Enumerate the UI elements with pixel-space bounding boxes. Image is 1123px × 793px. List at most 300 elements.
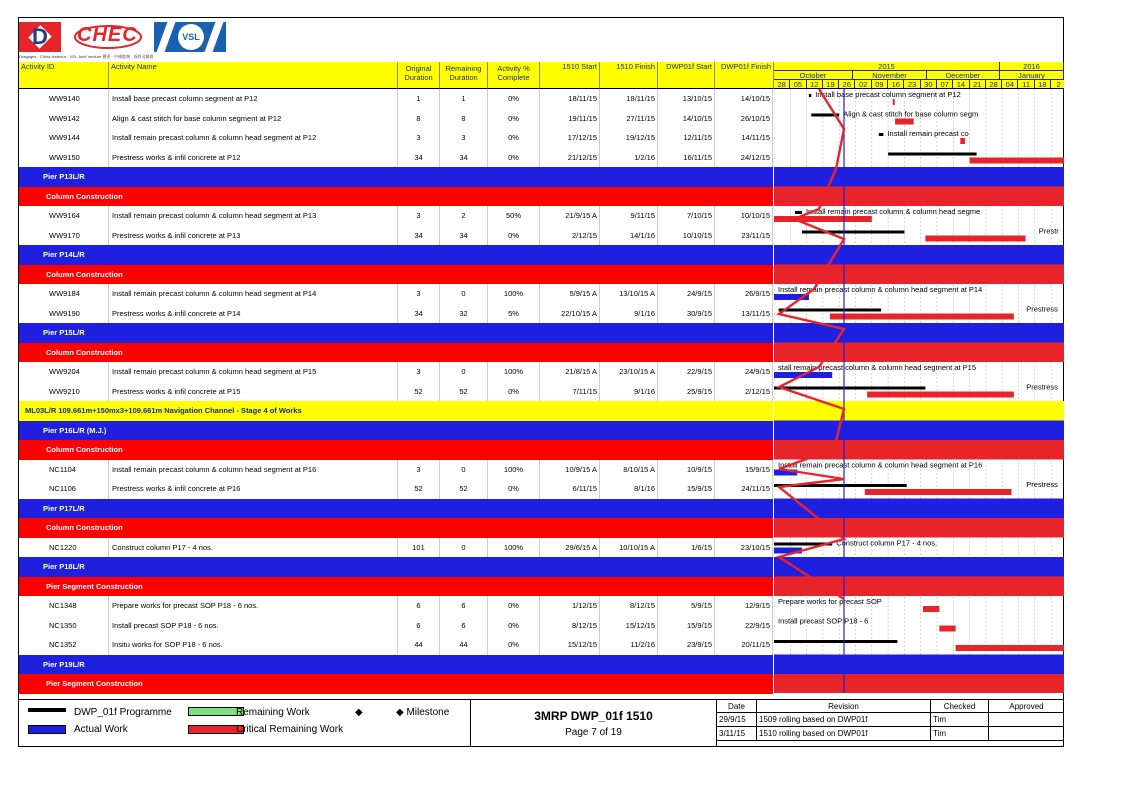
- cell-name: Install precast SOP P18 - 6 nos.: [109, 616, 398, 636]
- cell-pct: 100%: [488, 284, 540, 304]
- cell-s2: 10/10/15: [658, 226, 715, 246]
- chec-logo: CHEC: [73, 24, 143, 50]
- revision-table: [717, 700, 1064, 747]
- cell-pct: 0%: [488, 479, 540, 499]
- cell-s1: 5/9/15 A: [540, 284, 600, 304]
- cell-f1: 11/2/16: [600, 635, 658, 655]
- cell-f1: 10/10/15 A: [600, 538, 658, 558]
- cell-pct: 5%: [488, 304, 540, 324]
- week-label: 30: [921, 80, 937, 89]
- table-row[interactable]: [19, 284, 773, 305]
- cell-id: NC1352: [19, 635, 109, 655]
- cell-rd: 32: [440, 304, 488, 324]
- table-row[interactable]: [19, 596, 773, 617]
- table-row[interactable]: [19, 206, 773, 227]
- cell-s2: 15/9/15: [658, 616, 715, 636]
- cell-s2: 15/9/15: [658, 479, 715, 499]
- month-january: January: [1000, 71, 1064, 80]
- week-label: 11: [1019, 80, 1035, 89]
- wbs-band: [774, 557, 1064, 577]
- cell-s1: 1/12/15: [540, 596, 600, 616]
- wbs-label: Column Construction: [46, 523, 123, 532]
- dwp-bar: [795, 211, 802, 214]
- col-header-activity-id[interactable]: Activity ID: [19, 62, 109, 89]
- bar-label: Install remain precast co: [887, 129, 969, 138]
- wbs-subgroup-row[interactable]: [19, 187, 773, 207]
- cell-pct: 0%: [488, 382, 540, 402]
- bar-label: Prestress: [1026, 382, 1058, 392]
- cell-od: 3: [398, 206, 440, 226]
- cell-s2: 14/10/15: [658, 109, 715, 129]
- week-label: 04: [1002, 80, 1018, 89]
- rev-row-1-checked: Tim: [931, 713, 989, 727]
- cell-od: 52: [398, 382, 440, 402]
- cell-pct: 0%: [488, 128, 540, 148]
- cell-id: WW9140: [19, 89, 109, 109]
- cell-rd: 2: [440, 206, 488, 226]
- cell-rd: 44: [440, 635, 488, 655]
- week-label: 2: [1051, 80, 1064, 89]
- critical-bar: [895, 119, 914, 125]
- dwp-bar: [779, 309, 881, 312]
- col-header-1510-finish[interactable]: 1510 Finish: [600, 62, 658, 89]
- cell-name: Prestress works & infil concrete at P15: [109, 382, 398, 402]
- table-row[interactable]: [19, 89, 773, 110]
- week-label: 26: [839, 80, 855, 89]
- rev-row-1-date: 29/9/15: [717, 713, 757, 727]
- wbs-band: [774, 518, 1064, 538]
- cell-f2: 26/9/15: [715, 284, 773, 304]
- cell-od: 6: [398, 596, 440, 616]
- cell-rd: 3: [440, 128, 488, 148]
- table-row[interactable]: [19, 460, 773, 481]
- cell-id: WW9184: [19, 284, 109, 304]
- wbs-label: Column Construction: [46, 269, 123, 279]
- wbs-group-row[interactable]: [19, 245, 773, 265]
- legend-top-rule: [18, 699, 1064, 700]
- wbs-label: Column Construction: [46, 191, 123, 201]
- cell-name: Install remain precast column & column head segment at P13: [109, 206, 398, 226]
- cell-s1: 10/9/15 A: [540, 460, 600, 480]
- cell-od: 1: [398, 89, 440, 109]
- gantt-chart: [774, 89, 1064, 693]
- wbs-band: [774, 655, 1064, 675]
- cell-f1: 8/10/15 A: [600, 460, 658, 480]
- critical-work-label: Critical Remaining Work: [236, 724, 344, 735]
- cell-s1: 2/12/15: [540, 226, 600, 246]
- dwp-bar: [888, 153, 976, 156]
- table-row[interactable]: [19, 128, 773, 149]
- cell-rd: 6: [440, 596, 488, 616]
- cell-od: 34: [398, 148, 440, 168]
- wbs-label: Pier P16L/R (M.J.): [43, 425, 107, 435]
- cell-s1: 21/9/15 A: [540, 206, 600, 226]
- cell-f2: 26/10/15: [715, 109, 773, 129]
- rev-row-2-approved: [989, 727, 1064, 741]
- cell-rd: 0: [440, 362, 488, 382]
- col-header-activity-complete[interactable]: Activity % Complete: [488, 62, 540, 89]
- cell-od: 8: [398, 109, 440, 129]
- wbs-group-row[interactable]: [19, 167, 773, 187]
- actual-work-swatch: [28, 725, 66, 734]
- cell-name: Prestress works & infil concrete at P16: [109, 479, 398, 499]
- rev-row-2-date: 3/11/15: [717, 727, 757, 741]
- week-label: 14: [953, 80, 969, 89]
- cell-f1: 9/11/15: [600, 206, 658, 226]
- cell-f2: 14/10/15: [715, 89, 773, 109]
- cell-s1: 21/12/15: [540, 148, 600, 168]
- cell-od: 34: [398, 304, 440, 324]
- cell-name: Install remain precast column & column head segment at P16: [109, 460, 398, 480]
- cell-id: WW9142: [19, 109, 109, 129]
- wbs-label: Column Construction: [46, 347, 123, 357]
- bar-label: Prestress: [1026, 304, 1058, 314]
- cell-f2: 13/11/15: [715, 304, 773, 324]
- timeline-header: [774, 62, 1064, 89]
- cell-id: NC1220: [19, 538, 109, 558]
- cell-f2: 20/11/15: [715, 635, 773, 655]
- critical-bar: [774, 216, 872, 222]
- table-row[interactable]: [19, 304, 773, 325]
- cell-pct: 0%: [488, 635, 540, 655]
- cell-f2: 14/11/15: [715, 128, 773, 148]
- cell-name: Align & cast stitch for base column segment at P12: [109, 109, 398, 129]
- cell-s2: 30/9/15: [658, 304, 715, 324]
- cell-s2: 24/9/15: [658, 284, 715, 304]
- cell-f2: 22/9/15: [715, 616, 773, 636]
- critical-bar: [865, 489, 1012, 495]
- cell-pct: 50%: [488, 206, 540, 226]
- week-label: 02: [856, 80, 872, 89]
- wbs-label: Pier P14L/R: [43, 250, 85, 259]
- week-label: 19: [823, 80, 839, 89]
- wbs-label: ML03L/R 109.661m+150mx3+109.661m Navigation Channel - Stage 4 of Works: [25, 406, 302, 415]
- wbs-band: [774, 245, 1064, 265]
- wbs-label: Pier Segment Construction: [46, 679, 143, 688]
- actual-work-label: Actual Work: [74, 724, 128, 735]
- rev-header-revision: Revision: [757, 700, 931, 713]
- cell-pct: 100%: [488, 362, 540, 382]
- cell-f1: 9/1/16: [600, 304, 658, 324]
- cell-f1: 19/12/15: [600, 128, 658, 148]
- cell-od: 3: [398, 460, 440, 480]
- dwp-programme-label: DWP_01f Programme: [74, 707, 172, 718]
- critical-bar: [893, 99, 895, 105]
- cell-name: Prepare works for precast SOP P18 - 6 nos.: [109, 596, 398, 616]
- cell-od: 3: [398, 284, 440, 304]
- cell-s2: 7/10/15: [658, 206, 715, 226]
- wbs-group-row[interactable]: [19, 655, 773, 675]
- rev-header-approved: Approved: [989, 700, 1064, 713]
- table-row[interactable]: [19, 362, 773, 383]
- cell-s1: 15/12/15: [540, 635, 600, 655]
- cell-f1: 23/10/15 A: [600, 362, 658, 382]
- milestone-label: ◆ Milestone: [396, 707, 450, 718]
- wbs-label: Pier P17L/R: [43, 503, 85, 513]
- month-november: November: [853, 71, 927, 80]
- cell-id: NC1104: [19, 460, 109, 480]
- cell-f1: 27/11/15: [600, 109, 658, 129]
- wbs-label: Column Construction: [46, 445, 123, 454]
- cell-s2: 5/9/15: [658, 596, 715, 616]
- cell-s1: 19/11/15: [540, 109, 600, 129]
- cell-id: WW9190: [19, 304, 109, 324]
- cell-rd: 1: [440, 89, 488, 109]
- cell-rd: 6: [440, 616, 488, 636]
- cell-name: Prestress works & infil concrete at P14: [109, 304, 398, 324]
- cell-f1: 8/12/15: [600, 596, 658, 616]
- dwp-bar: [809, 94, 811, 97]
- cell-rd: 34: [440, 226, 488, 246]
- wbs-label: Pier P13L/R: [43, 172, 85, 181]
- bar-label: stall remain precast column & column head segment at P15: [778, 363, 977, 372]
- cell-f1: 15/12/15: [600, 616, 658, 636]
- cell-f1: 18/11/15: [600, 89, 658, 109]
- week-label: 05: [790, 80, 806, 89]
- month-october: October: [774, 71, 853, 80]
- bar-label: Install base precast column segment at P12: [815, 90, 961, 99]
- wbs-band: [774, 167, 1064, 187]
- critical-bar: [939, 626, 955, 632]
- cell-s2: 13/10/15: [658, 89, 715, 109]
- critical-bar: [960, 138, 965, 144]
- col-header-remaining-duration[interactable]: Remaining Duration: [440, 62, 488, 89]
- milestone-icon: ◆: [355, 707, 363, 718]
- cell-od: 44: [398, 635, 440, 655]
- bar-label: Construct column P17 - 4 nos.: [836, 538, 938, 548]
- cell-id: WW9204: [19, 362, 109, 382]
- wbs-band: [774, 421, 1064, 441]
- table-row[interactable]: [19, 226, 773, 247]
- rev-row-2-checked: Tim: [931, 727, 989, 741]
- vsl-logo: VSL: [154, 22, 226, 52]
- cell-rd: 8: [440, 109, 488, 129]
- critical-bar: [923, 606, 939, 612]
- wbs-band: [774, 187, 1064, 207]
- remaining-work-label: Remaining Work: [236, 707, 310, 718]
- cell-f2: 2/12/15: [715, 382, 773, 402]
- wbs-band: [774, 401, 1064, 421]
- cell-name: Insitu works for SOP P18 - 6 nos.: [109, 635, 398, 655]
- week-label: 16: [888, 80, 904, 89]
- cell-name: Install remain precast column & column head segment at P15: [109, 362, 398, 382]
- bar-label: Install remain precast column & column head segment at P16: [778, 460, 983, 470]
- cell-f2: 24/12/15: [715, 148, 773, 168]
- bar-label: Prepare works for precast SOP: [778, 597, 882, 606]
- cell-name: Install remain precast column & column head segment at P14: [109, 284, 398, 304]
- month-december: December: [927, 71, 1000, 80]
- rev-header-checked: Checked: [931, 700, 989, 713]
- cell-pct: 0%: [488, 89, 540, 109]
- cell-rd: 0: [440, 284, 488, 304]
- cell-s2: 12/11/15: [658, 128, 715, 148]
- wbs-band: [774, 323, 1064, 343]
- bar-label: Install remain precast column & column head segme: [805, 207, 981, 216]
- cell-s1: 6/11/15: [540, 479, 600, 499]
- wbs-subgroup-row[interactable]: [19, 440, 773, 460]
- week-label: 09: [872, 80, 888, 89]
- wbs-label: Pier P19L/R: [43, 659, 85, 669]
- critical-bar: [956, 645, 1064, 651]
- cell-pct: 0%: [488, 616, 540, 636]
- document-title: 3MRP DWP_01f 1510: [534, 709, 653, 723]
- cell-f2: 23/11/15: [715, 226, 773, 246]
- cell-od: 3: [398, 362, 440, 382]
- wbs-subgroup-row[interactable]: [19, 518, 773, 538]
- col-header-dwp-start[interactable]: DWP01f Start: [658, 62, 715, 89]
- wbs-label: Pier Segment Construction: [46, 581, 143, 591]
- cell-od: 52: [398, 479, 440, 499]
- table-row[interactable]: [19, 148, 773, 169]
- cell-name: Construct column P17 - 4 nos.: [109, 538, 398, 558]
- wbs-subgroup-row[interactable]: [19, 265, 773, 285]
- col-header-dwp-finish[interactable]: DWP01f Finish: [715, 62, 774, 89]
- cell-id: WW9144: [19, 128, 109, 148]
- wbs-label: Pier P18L/R: [43, 562, 85, 571]
- wbs-group-row[interactable]: [19, 401, 773, 421]
- col-header-1510-start[interactable]: 1510 Start: [540, 62, 600, 89]
- cell-od: 3: [398, 128, 440, 148]
- critical-bar: [830, 314, 1014, 320]
- cell-f1: 8/1/16: [600, 479, 658, 499]
- cell-f2: 24/9/15: [715, 362, 773, 382]
- table-row[interactable]: [19, 635, 773, 656]
- wbs-band: [774, 343, 1064, 363]
- cell-id: WW9170: [19, 226, 109, 246]
- cell-rd: 0: [440, 538, 488, 558]
- year-2015: 2015: [774, 62, 1000, 71]
- wbs-group-row[interactable]: [19, 499, 773, 519]
- cell-od: 6: [398, 616, 440, 636]
- cell-s2: 25/9/15: [658, 382, 715, 402]
- legend-area: [18, 700, 1064, 747]
- dwp-bar: [774, 387, 925, 390]
- bar-label: Align & cast stitch for base column segm: [843, 109, 979, 119]
- cell-s1: 29/6/15 A: [540, 538, 600, 558]
- cell-rd: 52: [440, 479, 488, 499]
- wbs-band: [774, 674, 1064, 693]
- cell-s1: 17/12/15: [540, 128, 600, 148]
- wbs-label: Pier P15L/R: [43, 328, 85, 337]
- cell-f2: 23/10/15: [715, 538, 773, 558]
- cell-s2: 23/9/15: [658, 635, 715, 655]
- page-number: Page 7 of 19: [565, 727, 622, 738]
- cell-id: WW9150: [19, 148, 109, 168]
- wbs-subgroup-row[interactable]: [19, 343, 773, 363]
- cell-f1: 14/1/16: [600, 226, 658, 246]
- cell-f2: 12/9/15: [715, 596, 773, 616]
- week-label: 28: [774, 80, 790, 89]
- table-row[interactable]: [19, 616, 773, 637]
- cell-pct: 100%: [488, 460, 540, 480]
- cell-pct: 0%: [488, 109, 540, 129]
- col-header-original-duration[interactable]: Original Duration: [398, 62, 440, 89]
- week-label: 28: [986, 80, 1002, 89]
- wbs-band: [774, 499, 1064, 519]
- col-header-activity-name[interactable]: Activity Name: [109, 62, 398, 89]
- cell-id: NC1348: [19, 596, 109, 616]
- cell-s1: 22/10/15 A: [540, 304, 600, 324]
- critical-bar: [867, 392, 1014, 398]
- bar-label: Prestress: [1026, 480, 1058, 489]
- week-label: 23: [904, 80, 920, 89]
- rev-row-2-revision: 1510 rolling based on DWP01f: [757, 727, 931, 741]
- joint-venture-text: Dragages · China Harbour · VSL Joint Venture 寶嘉 · 中國港灣 · 威胜司聯營: [19, 54, 154, 59]
- cell-id: WW9210: [19, 382, 109, 402]
- table-row[interactable]: [19, 479, 773, 500]
- cell-f2: 24/11/15: [715, 479, 773, 499]
- cell-name: Prestress works & infil concrete at P13: [109, 226, 398, 246]
- cell-s1: 18/11/15: [540, 89, 600, 109]
- rev-row-1-approved: [989, 713, 1064, 727]
- dwp-programme-swatch: [28, 708, 66, 712]
- wbs-group-row[interactable]: [19, 421, 773, 441]
- wbs-band: [774, 577, 1064, 597]
- cell-name: Install remain precast column & column head segment at P12: [109, 128, 398, 148]
- cell-rd: 52: [440, 382, 488, 402]
- wbs-group-row[interactable]: [19, 323, 773, 343]
- title-block: [470, 700, 717, 747]
- wbs-subgroup-row[interactable]: [19, 577, 773, 597]
- wbs-group-row[interactable]: [19, 557, 773, 577]
- wbs-band: [774, 440, 1064, 460]
- cell-id: NC1350: [19, 616, 109, 636]
- cell-s1: 21/8/15 A: [540, 362, 600, 382]
- cell-id: WW9164: [19, 206, 109, 226]
- cell-f2: 10/10/15: [715, 206, 773, 226]
- critical-bar: [925, 236, 1025, 242]
- cell-od: 101: [398, 538, 440, 558]
- cell-f1: 9/1/16: [600, 382, 658, 402]
- cell-rd: 0: [440, 460, 488, 480]
- cell-s1: 8/12/15: [540, 616, 600, 636]
- table-row[interactable]: [19, 109, 773, 130]
- cell-s1: 7/11/15: [540, 382, 600, 402]
- rev-header-date: Date: [717, 700, 757, 713]
- cell-s2: 22/9/15: [658, 362, 715, 382]
- cell-pct: 0%: [488, 226, 540, 246]
- rev-row-1-revision: 1509 rolling based on DWP01f: [757, 713, 931, 727]
- cell-name: Prestress works & infil concrete at P12: [109, 148, 398, 168]
- dragages-logo: D: [19, 22, 61, 52]
- cell-od: 34: [398, 226, 440, 246]
- bar-label: Install remain precast column & column head segment at P14: [778, 285, 983, 294]
- cell-pct: 0%: [488, 596, 540, 616]
- cell-rd: 34: [440, 148, 488, 168]
- dwp-bar: [879, 133, 884, 136]
- dwp-bar: [774, 640, 897, 643]
- cell-s2: 1/6/15: [658, 538, 715, 558]
- week-label: 21: [970, 80, 986, 89]
- critical-bar: [970, 158, 1064, 164]
- cell-f2: 15/9/15: [715, 460, 773, 480]
- cell-pct: 0%: [488, 148, 540, 168]
- cell-f1: 13/10/15 A: [600, 284, 658, 304]
- dwp-bar: [802, 231, 904, 234]
- cell-s2: 16/11/15: [658, 148, 715, 168]
- week-label: 18: [1035, 80, 1051, 89]
- bar-label: Install precast SOP P18 - 6: [778, 616, 869, 626]
- cell-pct: 100%: [488, 538, 540, 558]
- wbs-subgroup-row[interactable]: [19, 674, 773, 694]
- week-label: 07: [937, 80, 953, 89]
- year-2016: 2016: [1000, 62, 1064, 71]
- cell-s2: 10/9/15: [658, 460, 715, 480]
- table-row[interactable]: [19, 382, 773, 403]
- cell-id: NC1106: [19, 479, 109, 499]
- week-label: 12: [807, 80, 823, 89]
- table-row[interactable]: [19, 538, 773, 559]
